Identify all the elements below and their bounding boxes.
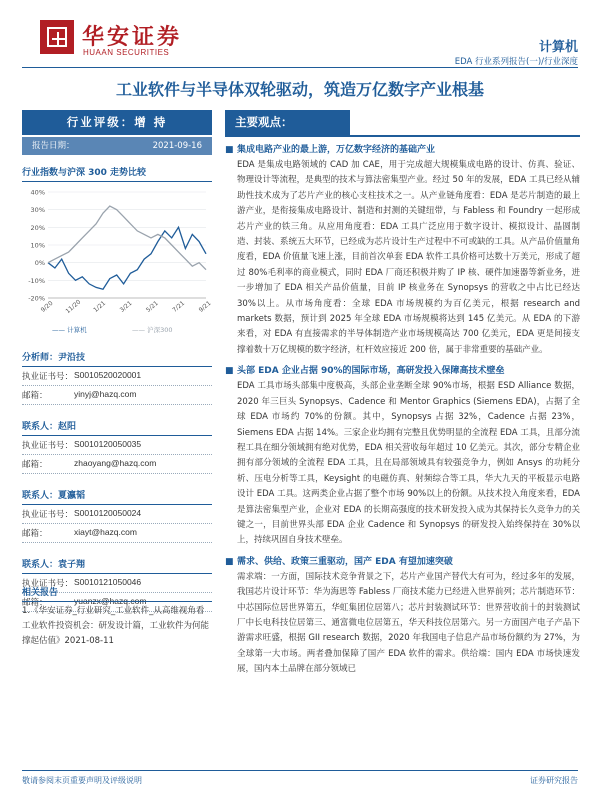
- key-point: [225, 555, 580, 678]
- analyst-block: [22, 413, 212, 474]
- page-footer: [22, 770, 578, 786]
- x-tick-label: 3/21: [118, 299, 134, 314]
- index-comparison-chart: [22, 186, 212, 336]
- key-points-header: 主要观点：: [225, 110, 350, 135]
- key-point-body: EDA 是集成电路领域的 CAD 加 CAE，用于完成超大规模集成电路的设计、仿真、验证、物理设计等流程，是典型的技术与算法密集型产业。经过 50 年的发展，EDA 工具已经从辅助性技术成为了芯片产业的核心支柱技术之一。从产业链角度看：EDA 是芯片制造的最上游产业，是衔接集成电路设计、制造和封测的关键纽带，与 Fabless 和 Foundry 一起形成芯片产业的铁三角。从应用角度看：EDA 工具广泛应用于数字设计、模拟设计、晶圆制造、封装、系统五大环节，已经成为芯片设计生产过程中不可或缺的工具。从产品价值量角度看，EDA 价值量飞速上涨，目前首次单套 EDA 软件工具价格可达数十万美元，形成了超过 80%毛利率的商业模式，同时 EDA 厂商还积极并购了 IP 核、硬件加速器等新业务，进一步增加了 EDA 相关产品价值量，目前 IP 核业务在 Synopsys 的营收之中占比已经达 30%以上。从市场角度看：全球 EDA 市场规模约为百亿美元，根据 research and markets 数据，预计到 2025 年全球 EDA 市场规模将达到 145 亿美元。从 EDA 的下游来看，对 EDA 有直接需求的半导体制造产业市场规模高达 700 亿美元，EDA 更是间接支撑着数十万亿规模的数字经济，杠杆效应接近 200 倍，属于非常重要的基础产业。: [237, 160, 580, 355]
- report-date-row: [22, 137, 212, 155]
- analyst-name: 联系人：袁子翔: [22, 551, 212, 574]
- analyst-detail-row: [22, 436, 212, 455]
- analyst-email[interactable]: zhaoyang@hazq.com: [74, 458, 157, 468]
- analyst-block: [22, 482, 212, 543]
- sector-label: 计算机: [538, 40, 578, 55]
- related-report-item[interactable]: 1.《华安证券_行业研究_工业软件_从高维视角看工业软件投资机会：研发设计篇，工业软件为何能撑起估值》2021-08-11: [22, 606, 210, 646]
- key-points-divider: [225, 135, 580, 137]
- footer-disclaimer-link[interactable]: 敬请参阅末页重要声明及评级说明: [22, 776, 142, 785]
- x-tick-label: 1/21: [92, 299, 108, 314]
- key-point-title-text: 头部 EDA 企业占据 90%的国际市场，高研发投入保障高技术壁垒: [237, 366, 505, 377]
- key-points-section: [225, 110, 580, 678]
- key-point-title-text: 需求、供给、政策三重驱动，国产 EDA 有望加速突破: [237, 556, 453, 567]
- analyst-detail-row: [22, 505, 212, 524]
- logo-chinese-name: 华安证券: [82, 24, 183, 50]
- analyst-block: [22, 344, 212, 405]
- y-tick-label: 40%: [30, 188, 45, 197]
- y-tick-label: 30%: [30, 206, 45, 215]
- analyst-detail-label: 邮箱：: [22, 529, 48, 539]
- analyst-email[interactable]: yuanzx@hazq.com: [74, 596, 147, 606]
- analyst-name: 联系人：夏瀛韬: [22, 482, 212, 505]
- bullet-square-icon: ■: [225, 145, 234, 155]
- key-point: [225, 364, 580, 548]
- key-point-title-text: 集成电路产业的最上游，万亿数字经济的基础产业: [237, 145, 436, 155]
- x-tick-label: 5/21: [144, 299, 160, 314]
- analyst-detail-row: [22, 524, 212, 543]
- bullet-square-icon: ■: [225, 556, 234, 567]
- key-point-title: [225, 555, 580, 570]
- analyst-email[interactable]: xiayt@hazq.com: [74, 527, 137, 537]
- analyst-name: 分析师：尹沿技: [22, 344, 212, 367]
- analyst-block: [22, 551, 212, 612]
- series-line-computer: [48, 227, 206, 289]
- key-point-title: [225, 143, 580, 158]
- analyst-detail-row: [22, 367, 212, 386]
- industry-rating: 行业评级：增 持: [22, 110, 212, 135]
- series-label: EDA 行业系列报告(一)/行业深度: [454, 57, 578, 67]
- analyst-email[interactable]: yinyj@hazq.com: [74, 389, 137, 399]
- analyst-name: 联系人：赵阳: [22, 413, 212, 436]
- key-point-title: [225, 364, 580, 379]
- logo-english-name: HUAAN SECURITIES: [83, 48, 170, 57]
- y-tick-label: 20%: [30, 223, 45, 232]
- x-tick-label: 11/20: [64, 298, 83, 316]
- y-tick-label: 10%: [30, 241, 45, 250]
- chart-title: 行业指数与沪深 300 走势比较: [22, 165, 212, 182]
- legend-item: —— 沪深300: [132, 326, 173, 334]
- key-points-list: [225, 143, 580, 678]
- analyst-license-number: S0010520020001: [74, 370, 142, 380]
- key-point: [225, 143, 580, 358]
- key-point-body: 需求端：一方面，国际技术竞争背景之下，芯片产业国产替代大有可为，经过多年的发展，我国芯片设计环节：华为海思等 Fabless 厂商技术能力已经进入世界前列；芯片制造环节：中芯国际位居世界第五，华虹集团位居第八；芯片封装测试环节：世界营收前十的封装测试厂中长电科技位居第三、通富微电位居第五，华天科技位居第六。另一方面国产电子产品下游需求旺盛，根据 GII research 数据，2020 年我国电子信息产品市场份额约为 27%，为全球第一大市场。两者叠加保障了国产 EDA 软件的需求。供给端：国内 EDA 市场快速发展，国内本土品牌在部分领域已: [237, 571, 580, 675]
- x-tick-label: 7/21: [171, 299, 187, 314]
- analyst-detail-label: 执业证书号：: [22, 441, 74, 451]
- related-reports-title: 相关报告: [22, 585, 212, 602]
- key-point-body: EDA 工具市场头部集中度极高，头部企业垄断全球 90%市场，根据 ESD Alliance 数据，2020 年三巨头 Synopsys、Cadence 和 Mentor Graphics (Siemens EDA)，占据了全球 EDA 市场约 70%的份额。其中，Synopsys 占据 32%，Cadence 占据 23%，Siemens EDA 占据 14%。三家企业均拥有完整且优势明显的全流程 EDA 工具，且部分流程工具在细分领域拥有绝对优势，EDA 相关营收每年超过 10 亿美元。其次，部分专精企业拥有部分领域的全流程 EDA 工具，且在局部领域具有较强竞争力，例如 Ansys 的功耗分析、压电分析等工具，Keysight 的电磁仿真、射频综合等工具，华大九天的平板显示电路设计 EDA 工具。这两类企业占据了整个市场 90%以上的份额。从技术投入角度来看，EDA 是算法密集型产业，企业对 EDA 的长期高强度的技术研发投入成为其保持长久竞争力的关键之一，目前世界头部 EDA 企业 Cadence 和 Synopsys 的研发投入始终保持在 30%以上，持续巩固自身技术壁垒。: [237, 381, 580, 546]
- huaan-logo-seal-icon: [40, 20, 74, 54]
- x-tick-label: 9/20: [39, 299, 55, 314]
- report-title: 工业软件与半导体双轮驱动，筑造万亿数字产业根基: [115, 80, 484, 99]
- analyst-detail-label: 执业证书号：: [22, 510, 74, 520]
- analyst-detail-label: 邮箱：: [22, 598, 48, 608]
- analyst-license-number: S0010121050046: [74, 577, 142, 587]
- report-date-label: 报告日期：: [32, 141, 75, 151]
- y-tick-label: -10%: [28, 276, 45, 285]
- footer-report-type: 证券研究报告: [530, 776, 578, 785]
- report-header: [0, 0, 600, 70]
- x-tick-label: 9/21: [197, 299, 212, 314]
- legend-item: —— 计算机: [52, 326, 87, 334]
- bullet-square-icon: ■: [225, 366, 234, 377]
- analyst-license-number: S0010120050035: [74, 439, 142, 449]
- analyst-detail-row: [22, 386, 212, 405]
- analyst-detail-label: 执业证书号：: [22, 579, 74, 589]
- analyst-license-number: S0010120050024: [74, 508, 142, 518]
- y-tick-label: 0%: [34, 259, 45, 268]
- header-divider: [22, 67, 578, 68]
- y-tick-label: -20%: [28, 294, 45, 303]
- analyst-detail-label: 执业证书号：: [22, 372, 74, 382]
- report-date: 2021-09-16: [152, 141, 202, 151]
- analyst-detail-row: [22, 455, 212, 474]
- chart-svg: [22, 186, 212, 336]
- analyst-detail-label: 邮箱：: [22, 460, 48, 470]
- analyst-detail-label: 邮箱：: [22, 391, 48, 401]
- left-sidebar: [22, 110, 212, 612]
- analyst-list: [22, 344, 212, 612]
